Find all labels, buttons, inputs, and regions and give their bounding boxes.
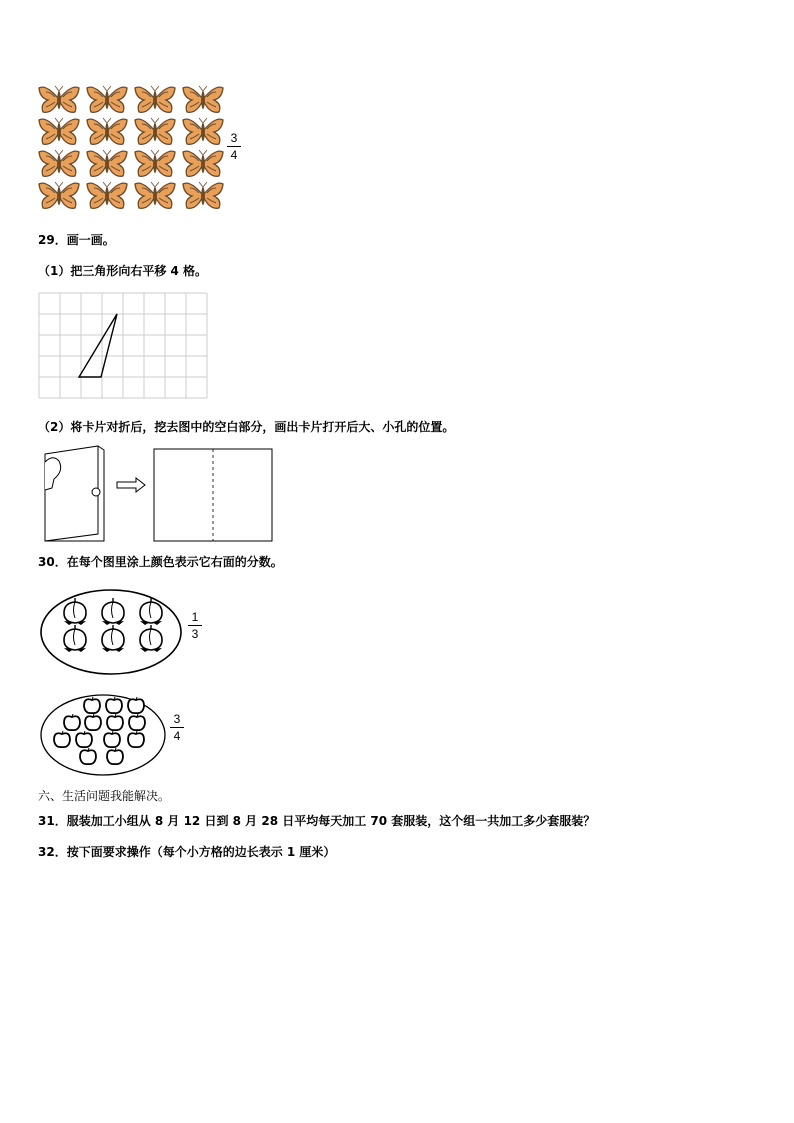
apple-icon <box>106 697 122 713</box>
peach-icon <box>102 625 124 652</box>
butterfly-icon <box>183 118 223 144</box>
butterfly-icon <box>135 182 175 208</box>
butterfly-grid <box>38 84 228 214</box>
peach-oval-figure <box>38 587 188 677</box>
cut-hole-large <box>45 458 61 490</box>
butterfly-icon <box>87 86 127 112</box>
butterfly-icon <box>183 150 223 176</box>
apple-icon <box>64 714 80 730</box>
q29-title: 29．画一画。 <box>38 233 115 247</box>
grid-lines <box>39 293 207 398</box>
section6-title: 六、生活问题我能解决。 <box>38 789 171 803</box>
butterfly-icon <box>39 150 79 176</box>
apple-icon <box>54 731 70 747</box>
butterfly-icon <box>183 182 223 208</box>
apple-icon <box>129 714 145 730</box>
peach-icon <box>140 625 162 652</box>
q32-text: 32．按下面要求操作（每个小方格的边长表示 1 厘米） <box>38 845 336 859</box>
butterfly-icon <box>39 118 79 144</box>
butterfly-icon <box>87 150 127 176</box>
cut-hole-small <box>92 488 100 496</box>
butterfly-icon <box>183 86 223 112</box>
q29-part2: （2）将卡片对折后，挖去图中的空白部分，画出卡片打开后大、小孔的位置。 <box>38 420 455 434</box>
apple-icon <box>84 697 100 713</box>
apple-icon <box>107 748 123 764</box>
q30-fraction-1: 1 3 <box>188 610 202 641</box>
peach-icon <box>102 598 124 625</box>
q28-fraction: 3 4 <box>227 131 241 162</box>
butterfly-icon <box>39 182 79 208</box>
folded-card-figure <box>40 444 280 544</box>
translation-grid <box>38 292 208 399</box>
apple-icon <box>80 748 96 764</box>
apple-icon <box>85 714 101 730</box>
apple-oval-figure <box>40 693 170 777</box>
apple-icon <box>128 731 144 747</box>
q30-fraction-2: 3 4 <box>170 712 184 743</box>
q29-part1: （1）把三角形向右平移 4 格。 <box>38 264 208 278</box>
apple-icon <box>128 697 144 713</box>
apple-icon <box>104 731 120 747</box>
butterfly-icon <box>39 86 79 112</box>
butterfly-icon <box>87 118 127 144</box>
butterfly-icon <box>135 118 175 144</box>
apple-icon <box>107 714 123 730</box>
peach-icon <box>64 625 86 652</box>
butterfly-icon <box>135 150 175 176</box>
butterfly-icon <box>87 182 127 208</box>
arrow-right-icon <box>117 478 145 492</box>
triangle-shape <box>79 314 117 377</box>
apple-icon <box>76 731 92 747</box>
peach-icon <box>64 598 86 625</box>
butterfly-icon <box>135 86 175 112</box>
q30-title: 30．在每个图里涂上颜色表示它右面的分数。 <box>38 555 283 569</box>
q31-text: 31．服装加工小组从 8 月 12 日到 8 月 28 日平均每天加工 70 套服装，这个组一共加工多少套服装？ <box>38 814 596 828</box>
